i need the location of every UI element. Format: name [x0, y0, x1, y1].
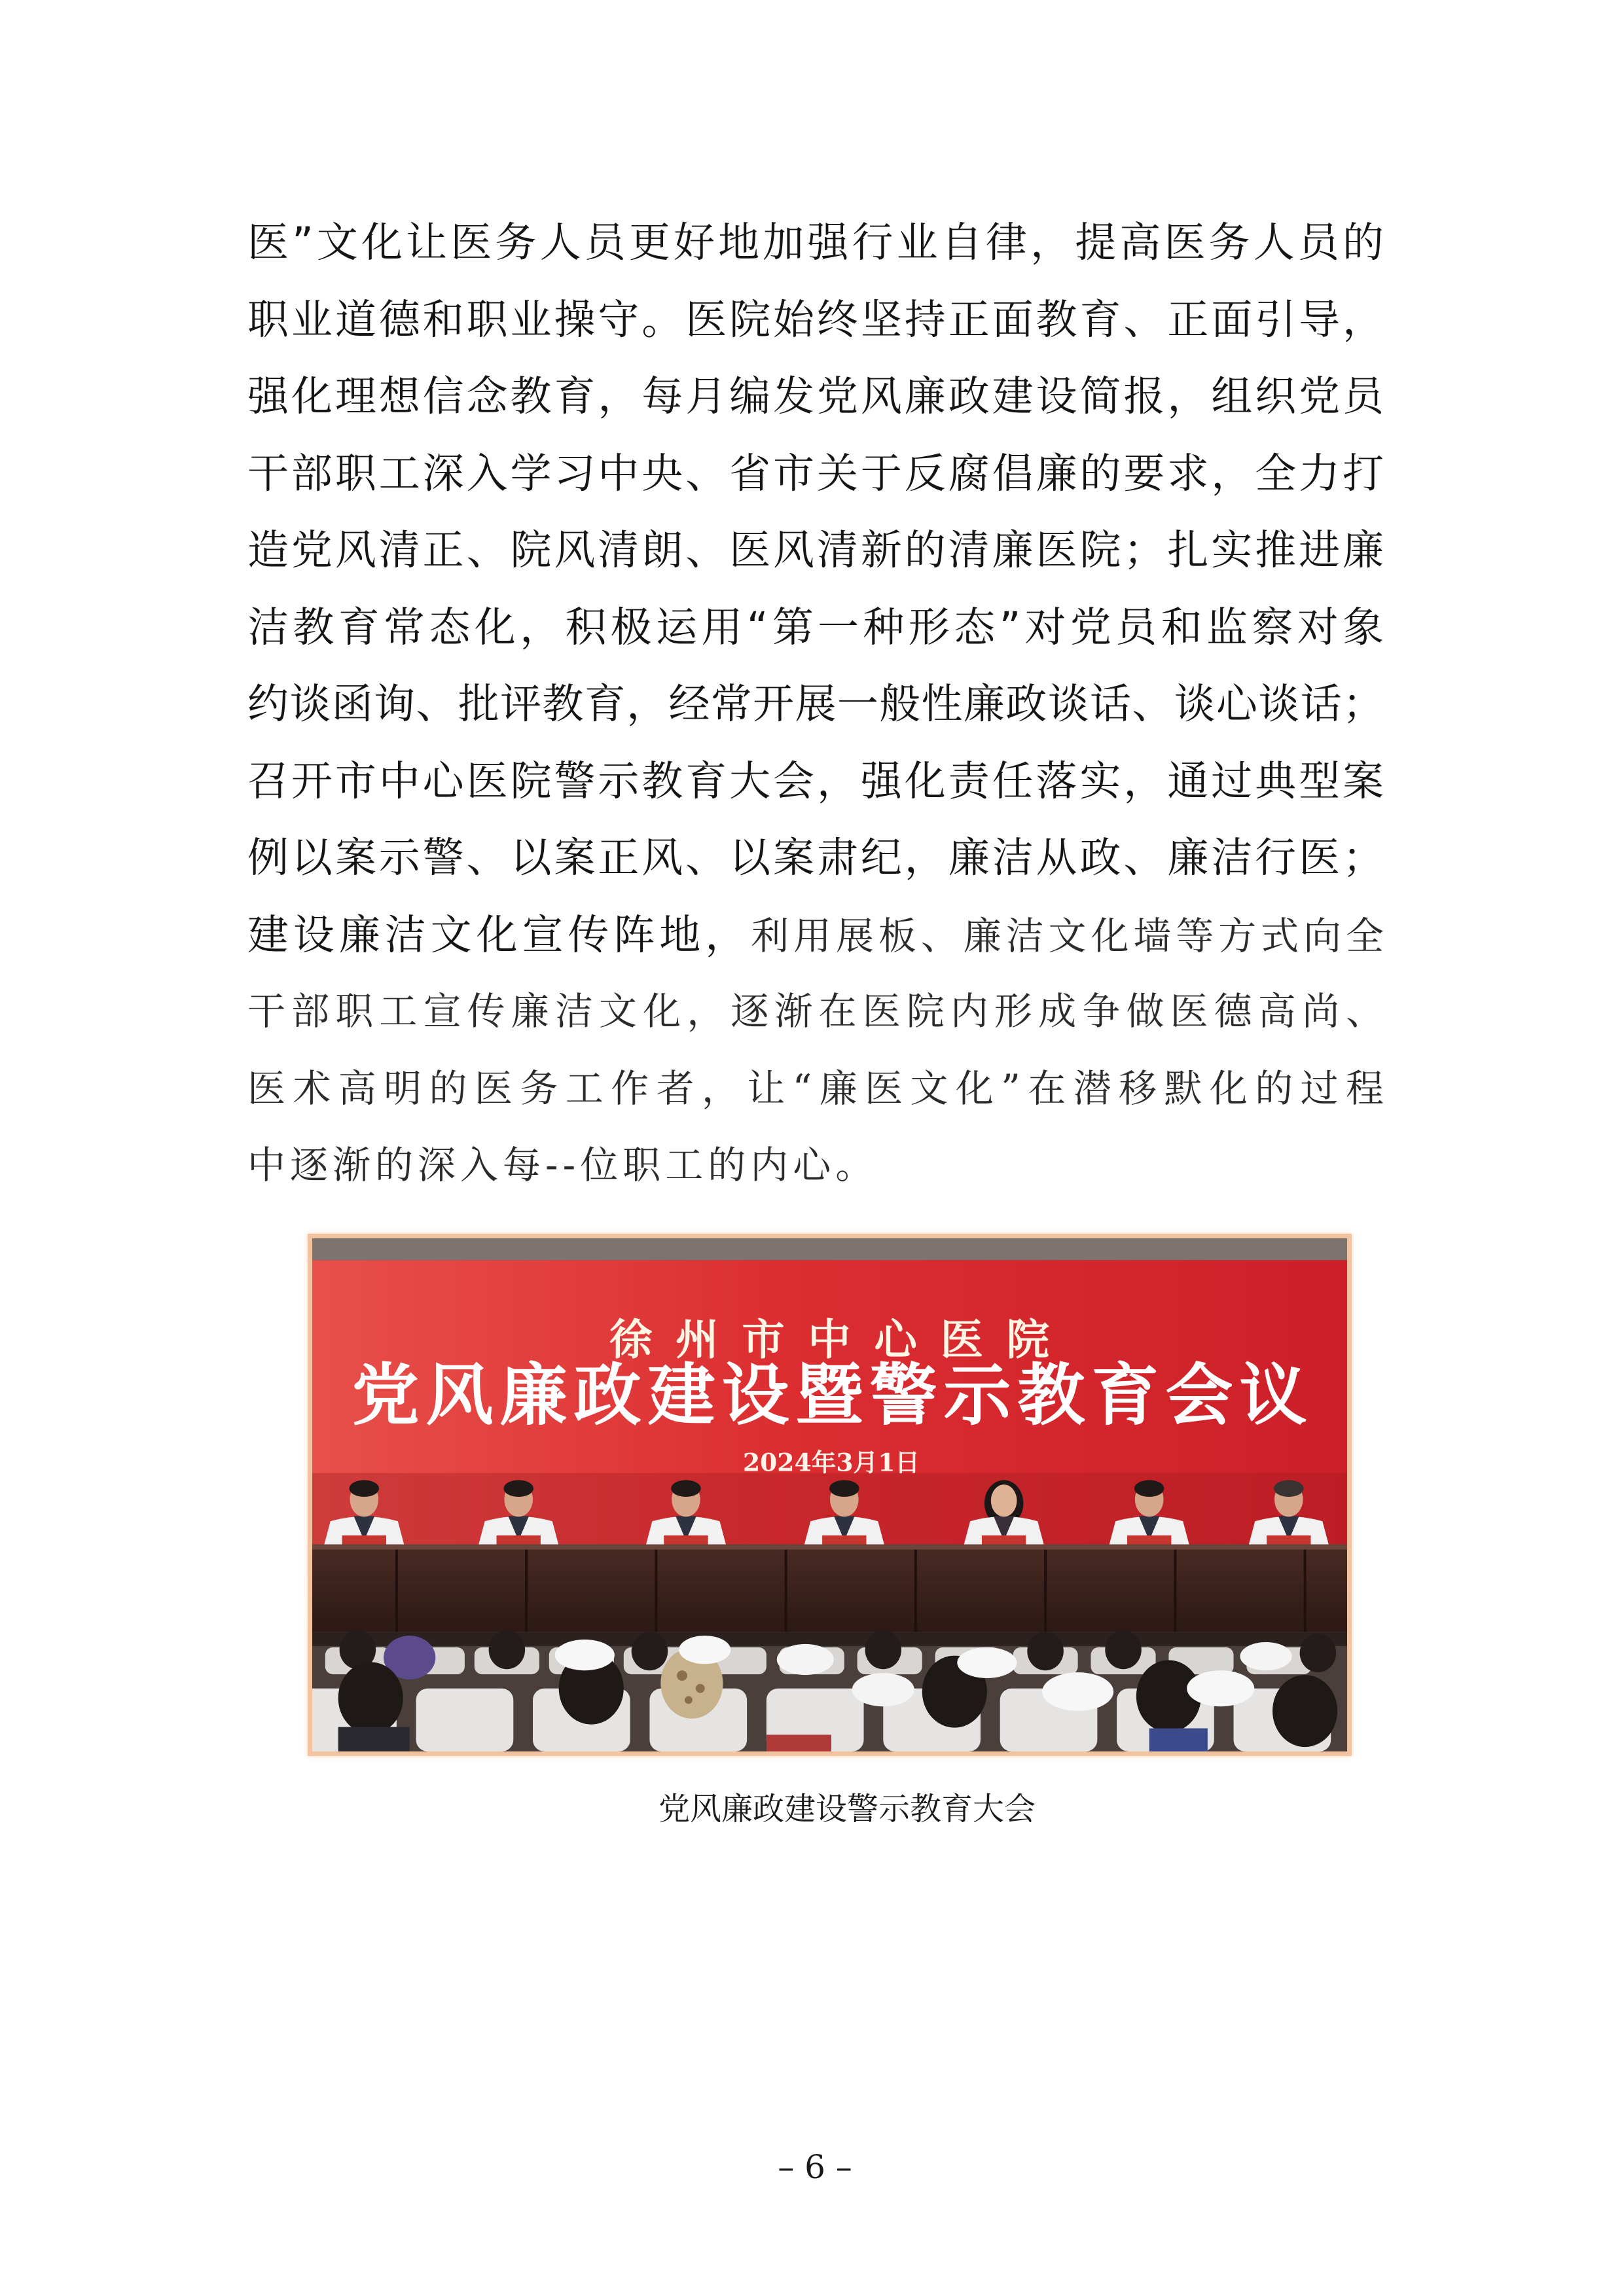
audience-head	[1027, 1632, 1064, 1670]
photo-caption: 党风廉政建设警示教育大会	[658, 1791, 1036, 1827]
body-paragraph	[247, 204, 1384, 1204]
audience-head	[1105, 1630, 1142, 1669]
head	[991, 1484, 1017, 1516]
name-plate	[1127, 1535, 1171, 1546]
paragraph-line: 约谈函询、批评教育，经常开展一般性廉政谈话、谈心谈话；	[247, 680, 1384, 728]
name-plate	[497, 1535, 541, 1546]
page-number: – 6 –	[778, 2148, 852, 2186]
ceiling-strip	[312, 1238, 1347, 1260]
name-plate	[822, 1535, 866, 1546]
hair	[829, 1480, 859, 1497]
name-plate	[664, 1535, 708, 1546]
name-plate	[1267, 1535, 1310, 1546]
audience-head	[1272, 1675, 1337, 1747]
hair	[1274, 1480, 1304, 1497]
rostrum-table	[312, 1545, 1347, 1635]
chair-back	[416, 1689, 514, 1751]
audience-head	[489, 1630, 526, 1669]
name-plate	[982, 1535, 1026, 1546]
nurse-cap	[1042, 1672, 1113, 1711]
name-plate	[342, 1535, 386, 1546]
paragraph-line-segment: 利用展板、廉洁文化墙等方式向全	[751, 913, 1384, 958]
audience-clothing	[338, 1727, 410, 1751]
meeting-photo	[308, 1234, 1352, 1756]
paragraph-line: 医术高明的医务工作者，让“廉医文化”在潜移默化的过程	[247, 1066, 1384, 1111]
nurse-cap	[1240, 1642, 1291, 1670]
nurse-cap	[777, 1644, 834, 1675]
meeting-photo-drawing	[312, 1238, 1347, 1751]
nurse-cap	[1187, 1670, 1254, 1706]
nurse-cap	[957, 1647, 1017, 1678]
audience-clothing	[767, 1734, 831, 1751]
audience-head	[865, 1630, 902, 1669]
audience-clothing	[1149, 1729, 1208, 1751]
scarf-pattern	[677, 1670, 687, 1681]
paragraph-line-segment: 建设廉洁文化宣传阵地，	[247, 910, 751, 959]
scarf-pattern	[685, 1696, 693, 1704]
nurse-cap	[852, 1673, 914, 1706]
paragraph-line: 职业道德和职业操守。医院始终坚持正面教育、正面引导，	[247, 295, 1384, 344]
paragraph-line: 例以案示警、以案正风、以案肃纪，廉洁从政、廉洁行医；	[247, 834, 1384, 882]
scarf-pattern	[696, 1684, 705, 1693]
paragraph-line: 造党风清正、院风清朗、医风清新的清廉医院；扎实推进廉	[247, 526, 1384, 574]
paragraph-line: 中逐渐的深入每--位职工的内心。	[247, 1143, 878, 1187]
paragraph-line: 强化理想信念教育，每月编发党风廉政建设简报，组织党员	[247, 372, 1384, 420]
audience	[312, 1630, 1347, 1751]
audience-head	[338, 1662, 403, 1734]
banner-hospital-name: 徐州市中心医院	[609, 1315, 1073, 1365]
paragraph-line-mixed	[247, 897, 1384, 974]
paragraph-line: 干部职工宣传廉洁文化，逐渐在医院内形成争做医德高尚、	[247, 989, 1384, 1033]
hair	[1134, 1480, 1164, 1497]
banner-date: 2024年3月1日	[742, 1448, 920, 1477]
nurse-cap	[555, 1640, 615, 1670]
audience-head	[1300, 1634, 1337, 1672]
paragraph-line: 召开市中心医院警示教育大会，强化责任落实，通过典型案	[247, 757, 1384, 805]
audience-head	[632, 1632, 668, 1670]
hair	[349, 1480, 379, 1497]
floor-strip	[312, 1632, 1347, 1646]
hair	[503, 1480, 533, 1497]
banner-title: 党风廉政建设暨警示教育会议	[352, 1356, 1314, 1435]
nurse-cap	[679, 1636, 731, 1664]
hair	[671, 1480, 701, 1497]
paragraph-line: 医”文化让医务人员更好地加强行业自律，提高医务人员的	[247, 219, 1384, 266]
paragraph-line: 干部职工深入学习中央、省市关于反腐倡廉的要求，全力打	[247, 449, 1384, 497]
paragraph-line: 洁教育常态化，积极运用“第一种形态”对党员和监察对象	[247, 603, 1384, 651]
table-front	[312, 1545, 1347, 1635]
table-top-edge	[312, 1545, 1347, 1550]
